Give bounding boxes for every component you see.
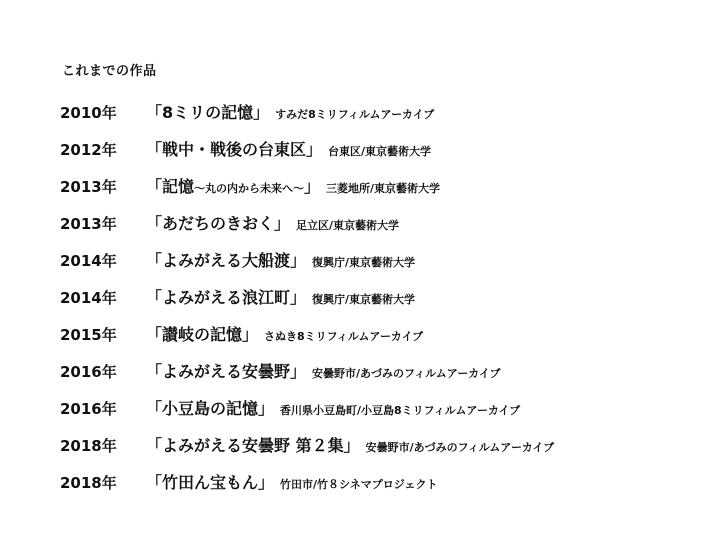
work-title: 「小豆島の記憶」: [146, 399, 275, 418]
work-title: 「よみがえる安曇野 第２集」: [146, 436, 360, 455]
work-title: 「記憶〜丸の内から未来へ〜」: [146, 177, 321, 196]
section-heading: これまでの作品: [62, 64, 157, 79]
work-year: 2013年: [60, 178, 117, 196]
work-item: [60, 285, 710, 322]
work-year: 2016年: [60, 400, 117, 418]
work-title: 「竹田ん宝もん」: [146, 473, 275, 492]
work-organization: すみだ8ミリフィルムアーカイブ: [275, 108, 435, 121]
work-organization: 安曇野市/あづみのフィルムアーカイブ: [365, 441, 555, 454]
work-title: 「よみがえる安曇野」: [146, 362, 307, 381]
work-item: [60, 322, 710, 359]
work-title: 「よみがえる大船渡」: [146, 251, 307, 270]
work-title: 「あだちのきおく」: [146, 214, 291, 233]
work-item: [60, 433, 710, 470]
work-item: [60, 396, 710, 433]
works-list: [60, 100, 710, 507]
work-year: 2012年: [60, 141, 117, 159]
work-organization: 安曇野市/あづみのフィルムアーカイブ: [312, 367, 501, 380]
work-title: 「8ミリの記憶」: [146, 103, 270, 122]
work-organization: 復興庁/東京藝術大学: [312, 293, 416, 306]
work-item: [60, 470, 710, 507]
work-year: 2013年: [60, 215, 117, 233]
work-year: 2016年: [60, 363, 117, 381]
work-organization: 台東区/東京藝術大学: [328, 145, 432, 158]
work-item: [60, 137, 710, 174]
work-title: 「戦中・戦後の台東区」: [146, 140, 323, 159]
work-title: 「讃岐の記憶」: [146, 325, 259, 344]
work-item: [60, 211, 710, 248]
work-organization: 復興庁/東京藝術大学: [312, 256, 416, 269]
work-year: 2014年: [60, 252, 117, 270]
work-year: 2015年: [60, 326, 117, 344]
work-year: 2018年: [60, 474, 117, 492]
work-year: 2010年: [60, 104, 117, 122]
work-item: [60, 248, 710, 285]
work-organization: 香川県小豆島町/小豆島8ミリフィルムアーカイブ: [280, 404, 521, 417]
work-organization: 三菱地所/東京藝術大学: [326, 182, 441, 195]
work-title: 「よみがえる浪江町」: [146, 288, 307, 307]
work-organization: さぬき8ミリフィルムアーカイブ: [264, 330, 424, 343]
work-year: 2014年: [60, 289, 117, 307]
work-item: [60, 174, 710, 211]
work-organization: 足立区/東京藝術大学: [296, 219, 400, 232]
work-organization: 竹田市/竹８シネマプロジェクト: [280, 478, 438, 491]
work-year: 2018年: [60, 437, 117, 455]
work-item: [60, 359, 710, 396]
work-item: [60, 100, 710, 137]
